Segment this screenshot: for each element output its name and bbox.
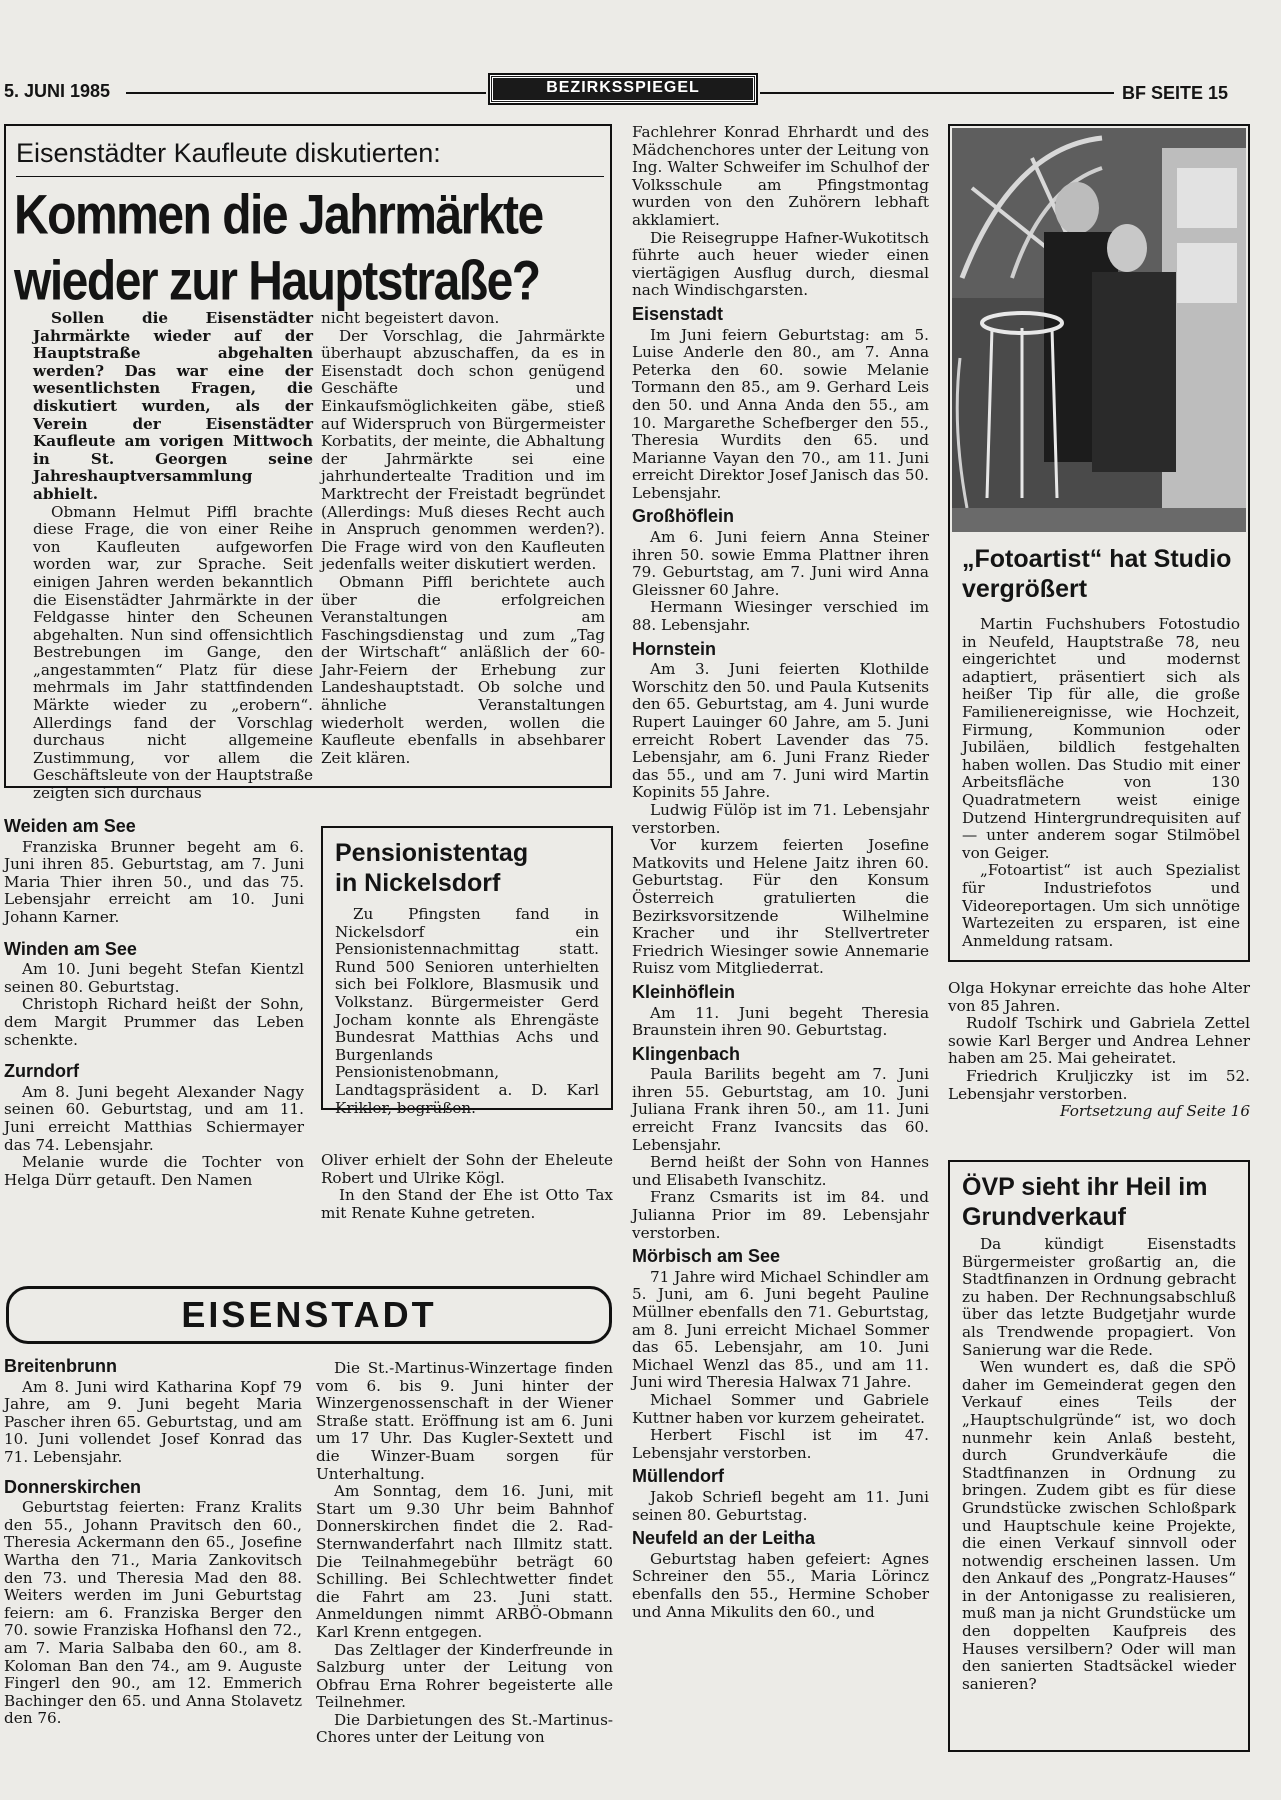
pension-text: Zu Pfingsten fand in Nickelsdorf ein Pensionistennachmittag statt. Rund 500 Senioren unterhielten sich bei Folklore, Blasmusik und Volkstanz. Bürgermeister Gerd Jocham konnte als Ehrengäste Bundesrat Matthias Achs und Burgenlands Pensionistenobmann, Landtagspräsident a. D. Karl Krikler, begrüßen. [335, 905, 599, 1117]
left-lower-column [4, 812, 304, 1189]
lead-headline-line1: Kommen die Jahrmärkte [14, 185, 543, 247]
oevp-title: ÖVP sieht ihr Heil im Grundverkauf [962, 1173, 1208, 1231]
pension-title: Pensionistentag in Nickelsdorf [335, 839, 529, 897]
oevp-paragraph-2: Wen wundert es, daß die SPÖ daher im Gemeinderat gegen den Verkauf eines Teils der „Hauptschulgründe“ ist, wo doch nunmehr kein Anlaß besteht, durch Grundverkäufe die Stadtfinanzen in Ordnung zu bringen. Zudem gibt es für diese Grundstücke zwischen Schloßpark und Hauptschule keine Projekte, die einen Verkauf sinnvoll oder notwendig erscheinen lassen. Um den Ankauf des „Pongratz-Hauses“ in der Antonigasse zu realisieren, muß man ja nicht Grundstücke um den doppelten Kaufpreis des Hauses versilbern? Oder will man den sanierten Stadtsäckel wieder sanieren? [962, 1358, 1236, 1693]
lead-column-1 [33, 310, 313, 803]
text-klingenbach-2: Bernd heißt der Sohn von Hannes und Elisabeth Ivanschitz. [632, 1153, 929, 1189]
zurndorf-continued [321, 1152, 613, 1222]
text-hornstein-2: Ludwig Fülöp ist im 71. Lebensjahr verstorben. [632, 800, 929, 837]
text-neufeld: Geburtstag haben gefeiert: Agnes Schreiner den 55., Maria Lörincz ebenfalls den 55., Hermine Schober und Anna Mikulits den 60., und [632, 1549, 929, 1621]
foto-paragraph-1: Martin Fuchshubers Fotostudio in Neufeld, Hauptstraße 78, neu eingerichtet und modernst adaptiert, präsentiert sich als heißer Tip für alle, die große Familienereignisse, wie Hochzeit, Firmung, Kommunion oder Jubiläen, bildlich festgehalten haben wollen. Das Studio mit einer Arbeitsfläche von 130 Quadratmetern weist einige Dutzend Hintergrundrequisiten auf — unter anderem sogar Stilmöbel von Geiger. [962, 615, 1240, 862]
heading-eisenstadt: Eisenstadt [632, 303, 724, 324]
heading-weiden: Weiden am See [4, 816, 136, 836]
text-klingenbach-1: Paula Barilits begeht am 7. Juni ihren 55. Geburtstag, am 10. Juni Juliana Frank ihren 50., am 11. Juni erreicht Franz Ivancsits das 60. Lebensjahr. [632, 1065, 929, 1154]
header-rule-right [760, 92, 1114, 94]
header-rule-left [126, 92, 486, 94]
text-donnerskirchen: Geburtstag feierten: Franz Kralits den 55., Johann Pravitsch den 60., Theresia Ackermann den 65., Josefine Wartha den 71., Maria Zankovitsch den 73. und Theresia Mad den 88. Weiters werden im Juni Geburtstag feiern: am 6. Franziska Berger den 70. sowie Franziska Hofhansl den 72., am 7. Maria Salbaba den 60., am 8. Koloman Ban den 74., am 9. Auguste Fingerl den 90., am 12. Emmerich Bachinger den 65. und Anna Stolavetz den 76. [4, 1498, 302, 1728]
lead-paragraph: Obmann Helmut Piffl brachte diese Frage, die von einer Reihe von Kaufleuten aufgeworfen worden war, zur Sprache. Seit einigen Jahren werden bekanntlich die Eisenstädter Jahrmärkte in der Feldgasse hinter den Scheunen abgehalten. Nun sind offensichtlich Bestrebungen im Gange, den „angestammten“ Platz für diese mehrmals im Jahr stattfindenden Märkte wieder zu „erobern“. Allerdings fand der Vorschlag durchaus nicht allgemeine Zustimmung, vor allem die Geschäftsleute von der Hauptstraße zeigten sich durchaus [33, 502, 313, 803]
text-weiden: Franziska Brunner begeht am 6. Juni ihren 85. Geburtstag, am 7. Juni Maria Thier ihren 50., und das 75. Lebensjahr erreicht am 10. Juni Johann Karner. [4, 837, 304, 926]
text-sternwanderfahrt: Am Sonntag, dem 16. Juni, mit Start um 9.30 Uhr beim Bahnhof Donnerskirchen findet die 2. Rad-Sternwanderfahrt nach Illmitz statt. Die Teilnahmegebühr beträgt 60 Schilling. Bei Schlechtwetter findet die Fahrt am 23. Juni statt. Anmeldungen nimmt ARBÖ-Obmann Karl Krenn entgegen. [316, 1482, 613, 1641]
lead-headline-line2: wieder zur Hauptstraße? [14, 251, 540, 313]
right-mid-column [948, 980, 1250, 1121]
lead-kicker: Eisenstädter Kaufleute diskutierten: [16, 138, 441, 168]
heading-grosshoeflein: Großhöflein [632, 506, 734, 527]
text-kleinhoeflein: Am 11. Juni begeht Theresia Braunstein ihren 90. Geburtstag. [632, 1003, 929, 1040]
foto-text [962, 616, 1240, 950]
lead-article-box [4, 124, 612, 803]
text-zurndorf-2: Melanie wurde die Tochter von Helga Dürr getauft. Den Namen [4, 1153, 304, 1189]
oevp-box [948, 1160, 1250, 1752]
eisenstadt-banner: EISENSTADT [6, 1286, 612, 1344]
lead-intro: Sollen die Eisenstädter Jahrmärkte wieder auf der Hauptstraße abgehalten werden? Das war eine der wesentlichsten Fragen, die diskutiert wurden, als der Verein der Eisenstädter Kaufleute am vorigen Mittwoch in St. Georgen seine Jahreshauptversammlung abhielt. [33, 309, 313, 503]
text-hornstein-3: Vor kurzem feierten Josefine Matkovits und Helene Jaitz ihren 60. Geburtstag. Für den Konsum Österreich gratulierten die Bezirksvorsitzende Wilhelmine Kracher und ihr Stellvertreter Friedrich Wiesinger sowie Annemarie Ruisz vom Mitgliederrat. [632, 836, 929, 978]
text-grosshoeflein-1: Am 6. Juni feiern Anna Steiner ihren 50. sowie Emma Plattner ihren 79. Geburtstag, am 7. Juni wird Anna Gleissner 60 Jahre. [632, 528, 929, 599]
lead-paragraph: nicht begeistert davon. [321, 309, 500, 327]
pension-text-wrap [335, 906, 599, 1117]
heading-neufeld: Neufeld an der Leitha [632, 1528, 816, 1549]
continued-note: Fortsetzung auf Seite 16 [1060, 1102, 1250, 1121]
text-reisegruppe: Die Reisegruppe Hafner-Wukotitsch führte auch heuer wieder einen viertägigen Ausflug durch, diesmal nach Windischgarsten. [632, 228, 929, 300]
lead-paragraph: Der Vorschlag, die Jahrmärkte überhaupt abzuschaffen, da es in Eisenstadt doch schon genügend Geschäfte und Einkaufsmöglichkeiten gäbe, stieß auf Widerspruch von Bürgermeister Korbatits, der meinte, die Abhaltung der Jahrmärkte sei eine jahrhundertealte Tradition und im Marktrecht der Freistadt begründet (Allerdings: Muß dieses Recht auch in Anspruch genommen werden?). Die Frage wird von den Kaufleuten jedenfalls weiter diskutiert werden. [321, 326, 605, 574]
kicker-rule [16, 176, 604, 177]
text-moerbisch-2: Michael Sommer und Gabriele Kuttner haben vor kurzem geheiratet. [632, 1390, 929, 1427]
text-winden-2: Christoph Richard heißt der Sohn, dem Margit Prummer das Leben schenkte. [4, 995, 304, 1049]
heading-muellendorf: Müllendorf [632, 1466, 724, 1487]
text-hokynar: Olga Hokynar erreichte das hohe Alter von 85 Jahren. [948, 979, 1250, 1015]
studio-photo-drawing [952, 128, 1246, 532]
text-chor: Die Darbietungen des St.-Martinus-Chores unter der Leitung von [316, 1710, 613, 1747]
text-weddings: Rudolf Tschirk und Gabriela Zettel sowie Karl Berger und Andrea Lehner haben am 25. Mai geheiratet. [948, 1014, 1250, 1068]
foto-box [948, 124, 1250, 962]
middle-column [632, 124, 929, 1621]
heading-kleinhoeflein: Kleinhöflein [632, 981, 735, 1002]
eisenstadt-column-2 [316, 1360, 613, 1747]
studio-photo [952, 128, 1246, 532]
section-banner: BEZIRKSSPIEGEL [490, 75, 756, 103]
text-moerbisch-1: 71 Jahre wird Michael Schindler am 5. Juni, am 6. Juni begeht Pauline Müllner ebenfalls den 71. Geburtstag, am 8. Juni erreicht Michael Sommer das 65. Lebensjahr, am 10. Juni Michael Wenzl das 85., und am 11. Juni wird Theresia Halwax 71 Jahre. [632, 1267, 929, 1392]
heading-klingenbach: Klingenbach [632, 1043, 741, 1064]
text-eisenstadt: Im Juni feiern Geburtstag: am 5. Luise Anderle den 80., am 7. Anna Peterka den 60. sowie Melanie Tormann den 85., am 9. Gerhard Leis den 50. und Anna Anda den 55., am 10. Margarethe Schefberger den 55., Theresia Wurdits den 65. und Marianne Vayan den 70., am 11. Juni erreicht Direktor Josef Janisch das 50. Lebensjahr. [632, 325, 929, 502]
text-winden-1: Am 10. Juni begeht Stefan Kientzl seinen 80. Geburtstag. [4, 960, 304, 996]
heading-breitenbrunn: Breitenbrunn [4, 1356, 118, 1376]
text-chor-cont: Fachlehrer Konrad Ehrhardt und des Mädchenchores unter der Leitung von Ing. Walter Schweifer im Schulhof der Volksschule am Pfingstmontag wurden von den Zuhörern lebhaft akklamiert. [632, 123, 929, 229]
heading-moerbisch: Mörbisch am See [632, 1246, 781, 1267]
oevp-text [962, 1236, 1236, 1693]
issue-date: 5. JUNI 1985 [4, 81, 111, 101]
heading-donnerskirchen: Donnerskirchen [4, 1476, 142, 1497]
foto-paragraph-2: „Fotoartist“ ist auch Spezialist für Industriefotos und Videoreportagen. Um sich unnötige Wartezeiten zu ersparen, ist eine Anmeldung ratsam. [962, 861, 1240, 950]
oevp-paragraph-1: Da kündigt Eisenstadts Bürgermeister großartig an, die Stadtfinanzen in Ordnung gebracht zu haben. Der Rechnungsabschluß über das letzte Budgetjahr wurde als Trendwende propagiert. Von Sanierung war die Rede. [962, 1235, 1236, 1359]
heading-zurndorf: Zurndorf [4, 1061, 79, 1082]
lead-column-2 [321, 310, 605, 767]
text-zurndorf-1: Am 8. Juni begeht Alexander Nagy seinen 60. Geburtstag, und am 11. Juni erreicht Matthias Schiermayer das 74. Lebensjahr. [4, 1082, 304, 1154]
pension-box [321, 826, 613, 1117]
text-klingenbach-3: Franz Csmarits ist im 84. und Julianna Prior im 89. Lebensjahr verstorben. [632, 1188, 929, 1242]
foto-title: „Fotoartist“ hat Studio vergrößert [962, 545, 1232, 603]
heading-winden: Winden am See [4, 938, 137, 959]
text-muellendorf: Jakob Schriefl begeht am 11. Juni seinen 80. Geburtstag. [632, 1487, 929, 1524]
heading-hornstein: Hornstein [632, 638, 717, 659]
text-zurndorf-cont-1: Oliver erhielt der Sohn der Eheleute Robert und Ulrike Kögl. [321, 1151, 613, 1187]
page-number: BF SEITE 15 [1122, 83, 1229, 103]
text-breitenbrunn: Am 8. Juni wird Katharina Kopf 79 Jahre, am 9. Juni begeht Maria Pascher ihren 65. Geburtstag, und am 10. Juni vollendet Josef Konrad das 71. Lebensjahr. [4, 1377, 302, 1466]
text-kruljiczky: Friedrich Kruljiczky ist im 52. Lebensjahr verstorben. [948, 1066, 1250, 1103]
text-grosshoeflein-2: Hermann Wiesinger verschied im 88. Lebensjahr. [632, 598, 929, 635]
text-winzertage: Die St.-Martinus-Winzertage finden vom 6. bis 9. Juni hinter der Winzergenossenschaft in der Wiener Straße statt. Eröffnung ist am 6. Juni um 17 Uhr. Das Kugler-Sextett und die Winzer-Buam sorgen für Unterhaltung. [316, 1359, 613, 1483]
text-moerbisch-3: Herbert Fischl ist im 47. Lebensjahr verstorben. [632, 1426, 929, 1462]
text-zeltlager: Das Zeltlager der Kinderfreunde in Salzburg unter der Leitung von Obfrau Erna Rohrer begeisterte alle Teilnehmer. [316, 1640, 613, 1712]
text-zurndorf-cont-2: In den Stand der Ehe ist Otto Tax mit Renate Kuhne getreten. [321, 1186, 613, 1222]
eisenstadt-column-1 [4, 1352, 302, 1728]
lead-paragraph: Obmann Piffl berichtete auch über die erfolgreichen Veranstaltungen am Faschingsdienstag und zum „Tag der Wirtschaft“ anläßlich der 60-Jahr-Feiern der Erhebung zur Landeshauptstadt. Ob solche und ähnliche Veranstaltungen wiederholt werden, wollen die Kaufleute ebenfalls in absehbarer Zeit klären. [321, 572, 605, 767]
text-hornstein-1: Am 3. Juni feierten Klothilde Worschitz den 50. und Paula Kutsenits den 65. Geburtstag, am 4. Juni wurde Rupert Lauinger 60 Jahre, am 5. Juni erreicht Robert Lavender das 75. Lebensjahr, am 6. Juni Franz Rieder das 55., und am 7. Juni wird Martin Kopinits 55 Jahre. [632, 660, 929, 802]
